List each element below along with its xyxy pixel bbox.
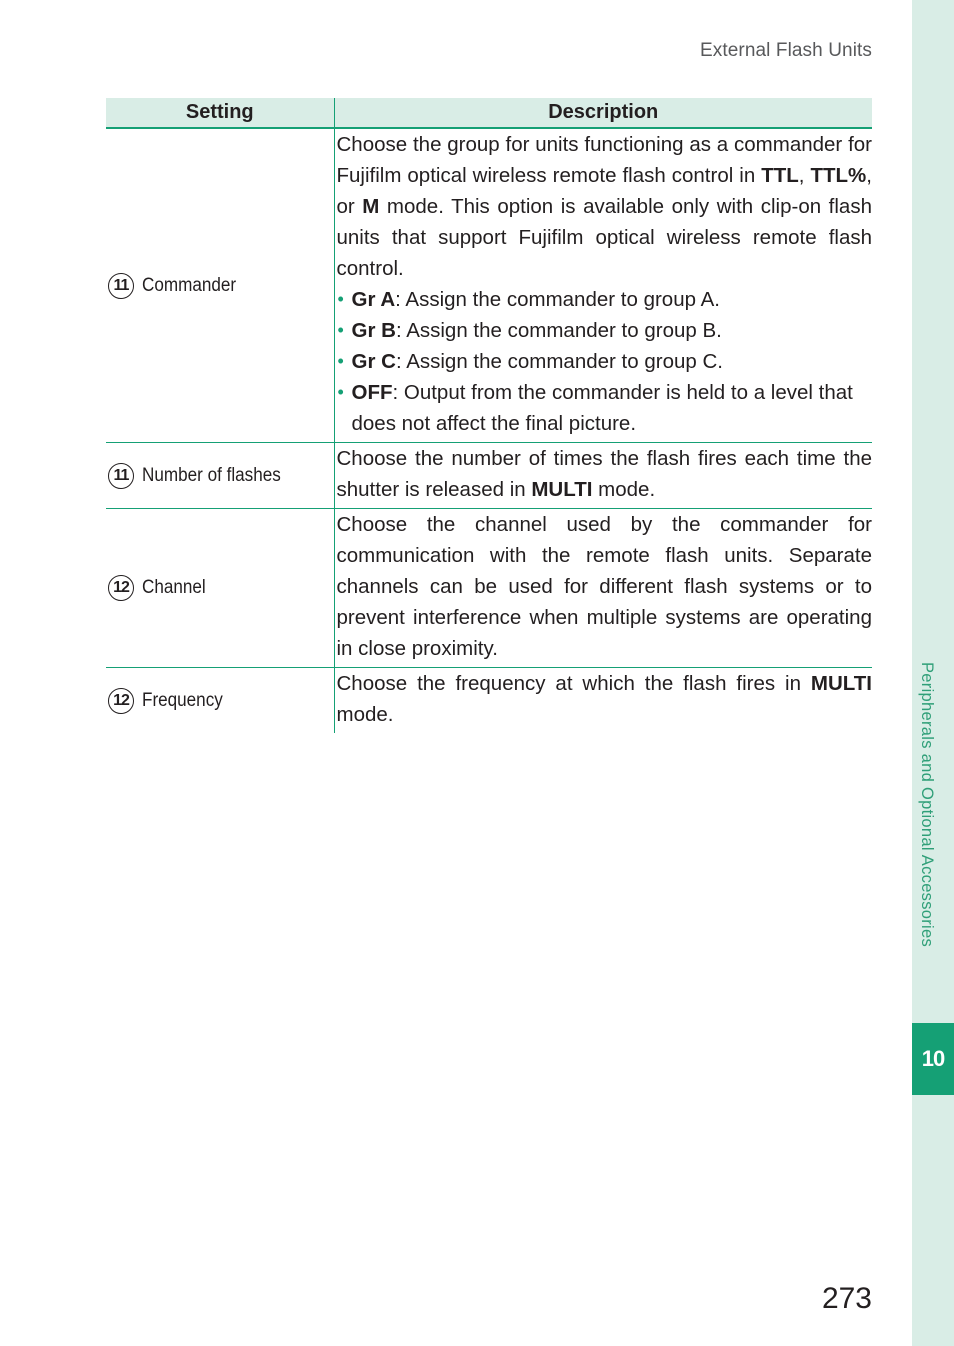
bullet-icon: • [337, 351, 344, 371]
chapter-label: Peripherals and Optional Accessories [918, 662, 936, 948]
setting-label-channel: Channel [142, 577, 206, 598]
table-row [106, 128, 872, 443]
setting-label-frequency: Frequency [142, 689, 223, 711]
setting-label-number-of-flashes: Number of flashes [142, 464, 281, 486]
list-item: • Gr A: Assign the commander to group A. [337, 284, 873, 315]
list-item: • OFF: Output from the commander is held to a level that does not affect the final picture. [337, 377, 873, 439]
description-text: Choose the number of times the flash fires each time the shutter is released in MULTI mode. [336, 447, 872, 501]
table-row [106, 668, 872, 734]
description-cell [334, 668, 872, 734]
setting-cell [106, 443, 334, 509]
bullet-icon: • [337, 382, 344, 402]
description-cell [334, 443, 872, 509]
description-cell [334, 128, 872, 443]
bullet-icon: • [337, 289, 344, 309]
item-number-badge: 12 [108, 575, 134, 601]
table-row [106, 443, 872, 509]
table-row [106, 509, 872, 668]
bullet-icon: • [337, 320, 344, 340]
setting-label-commander: Commander [142, 274, 237, 296]
column-header-setting: Setting [106, 98, 334, 128]
item-number-badge: 11 [108, 273, 134, 299]
setting-cell [106, 509, 334, 668]
description-text: Choose the group for units functioning as a commander for Fujifilm optical wireless remote flash control in TTL, TTL%, or M mode. This option is available only with clip-on flash units that support Fujifilm optical wireless remote flash control. [336, 133, 872, 280]
item-number-badge: 11 [108, 463, 134, 489]
description-cell [334, 509, 872, 668]
description-text: Choose the frequency at which the flash fires in MULTI mode. [336, 672, 872, 726]
settings-table [106, 98, 872, 733]
description-text: Choose the channel used by the commander for communication with the remote flash units. Separate channels can be used for different flash systems or to prevent interference when multiple systems are operating in close proximity. [336, 513, 872, 660]
item-number-badge: 12 [108, 688, 134, 714]
page-number: 273 [821, 1282, 872, 1315]
chapter-tab[interactable]: 10 [912, 1023, 954, 1095]
table-header-row [106, 98, 872, 128]
option-list [337, 284, 873, 439]
list-item: • Gr B: Assign the commander to group B. [337, 315, 873, 346]
list-item: • Gr C: Assign the commander to group C. [337, 346, 873, 377]
setting-cell [106, 668, 334, 734]
setting-cell [106, 128, 334, 443]
running-header: External Flash Units [699, 40, 872, 61]
column-header-description: Description [334, 98, 872, 128]
